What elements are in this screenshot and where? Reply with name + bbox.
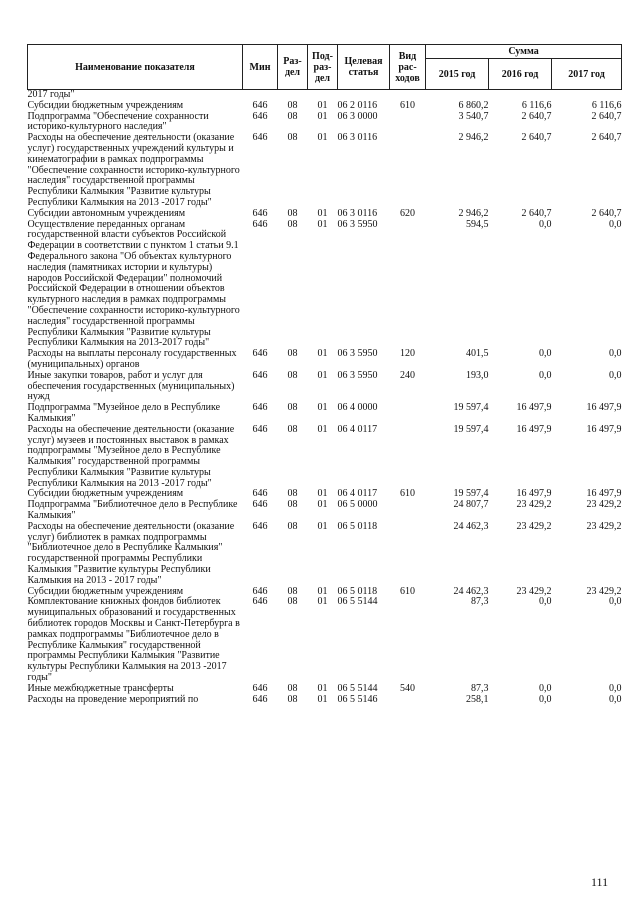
row-expense-type: 620 — [400, 207, 415, 219]
header-sum: Сумма — [426, 45, 622, 59]
table-row — [28, 500, 622, 522]
table-row — [28, 209, 622, 220]
row-expense-type: 540 — [400, 682, 415, 694]
row-name: Подпрограмма "Обеспечение сохранности историко-культурного наследия" — [27, 110, 209, 133]
table-row — [28, 597, 622, 683]
table-row — [28, 112, 622, 134]
row-min: 646 — [252, 499, 268, 511]
row-min: 646 — [252, 682, 268, 694]
header-year-2016: 2016 год — [489, 59, 552, 90]
row-sum-2015: 87,3 — [471, 596, 489, 608]
table-row — [28, 101, 622, 112]
row-podrazdel: 01 — [317, 218, 328, 230]
row-sum-2017: 16 497,9 — [586, 402, 622, 414]
row-target-article: 06 3 0116 — [337, 207, 378, 219]
row-expense-type — [390, 220, 426, 350]
row-sum-2016: 16 497,9 — [516, 423, 552, 435]
row-name: Субсидии автономным учреждениям — [27, 207, 186, 219]
row-expense-type — [390, 112, 426, 134]
table-row — [28, 695, 622, 706]
row-podrazdel: 01 — [317, 348, 328, 360]
header-target-article: Целевая статья — [338, 45, 390, 90]
table-header — [28, 45, 622, 90]
row-sum-2017: 2 640,7 — [591, 110, 622, 122]
row-expense-type — [390, 695, 426, 706]
row-sum-2016: 23 429,2 — [516, 585, 552, 597]
row-expense-type — [390, 403, 426, 425]
row-target-article: 06 3 5950 — [337, 218, 378, 230]
row-sum-2015: 24 462,3 — [453, 520, 489, 532]
row-name: Расходы на обеспечение деятельности (оказание услуг) библиотек в рамках подпрограммы "Библиотечное дело в Республике Калмыкия" государственной программы Республики Калмыкия "Развитие культуры Республики Калмыкия на 2013 - 2017 годы" — [27, 520, 235, 586]
row-podrazdel: 01 — [317, 585, 328, 597]
row-sum-2016: 0,0 — [539, 218, 552, 230]
row-razdel: 08 — [287, 132, 298, 144]
row-min: 646 — [252, 585, 268, 597]
row-podrazdel: 01 — [317, 369, 328, 381]
row-sum-2016: 0,0 — [539, 693, 552, 705]
header-min: Мин — [243, 45, 278, 90]
row-min: 646 — [252, 348, 268, 360]
row-expense-type: 610 — [400, 585, 415, 597]
row-name: Иные межбюджетные трансферты — [27, 682, 174, 694]
row-name: Расходы на обеспечение деятельности (оказание услуг) государственных учреждений культуры и кинематографии в рамках подпрограммы "Обеспечение сохранности историко-культурного наследия" государственной программы Республики Калмыкия "Развитие культуры Республики Калмыкия на 2013 -2017 годы" — [27, 132, 240, 208]
row-sum-2015: 19 597,4 — [453, 488, 489, 500]
row-razdel: 08 — [287, 402, 298, 414]
header-year-2015: 2015 год — [426, 59, 489, 90]
row-razdel: 08 — [287, 499, 298, 511]
row-razdel: 08 — [287, 488, 298, 500]
row-sum-2016: 16 497,9 — [516, 402, 552, 414]
row-sum-2017: 2 640,7 — [591, 207, 622, 219]
row-sum-2016: 2 640,7 — [521, 110, 552, 122]
row-podrazdel: 01 — [317, 693, 328, 705]
row-target-article: 06 5 0118 — [337, 520, 378, 532]
header-expense-type: Вид рас- ходов — [390, 45, 426, 90]
row-razdel: 08 — [287, 693, 298, 705]
row-expense-type: 610 — [400, 99, 415, 111]
row-sum-2017: 23 429,2 — [586, 585, 622, 597]
row-expense-type — [390, 425, 426, 490]
row-expense-type — [390, 133, 426, 209]
row-min: 646 — [252, 99, 268, 111]
table-row — [28, 220, 622, 350]
row-min: 646 — [252, 520, 268, 532]
row-sum-2017: 0,0 — [609, 682, 622, 694]
row-razdel: 08 — [287, 682, 298, 694]
row-sum-2015: 2 946,2 — [458, 132, 489, 144]
row-sum-2015: 3 540,7 — [458, 110, 489, 122]
row-target-article: 06 4 0117 — [337, 488, 378, 500]
row-podrazdel: 01 — [317, 499, 328, 511]
table-row — [28, 403, 622, 425]
row-min: 646 — [252, 596, 268, 608]
row-name: Расходы на проведение мероприятий по — [27, 693, 199, 705]
row-target-article: 06 5 0118 — [337, 585, 378, 597]
row-sum-2015: 594,5 — [466, 218, 489, 230]
row-sum-2016: 2 640,7 — [521, 207, 552, 219]
row-sum-2015: 258,1 — [466, 693, 489, 705]
row-razdel: 08 — [287, 585, 298, 597]
row-sum-2017: 23 429,2 — [586, 499, 622, 511]
row-name: Иные закупки товаров, работ и услуг для обеспечения государственных (муниципальных) нужд — [27, 369, 235, 403]
row-sum-2015: 24 462,3 — [453, 585, 489, 597]
row-podrazdel: 01 — [317, 132, 328, 144]
row-min: 646 — [252, 369, 268, 381]
row-target-article: 06 5 5146 — [337, 693, 378, 705]
row-sum-2016: 0,0 — [539, 369, 552, 381]
row-podrazdel: 01 — [317, 110, 328, 122]
header-podrazdel: Под- раз- дел — [308, 45, 338, 90]
row-expense-type: 240 — [400, 369, 415, 381]
row-name: Расходы на обеспечение деятельности (оказание услуг) музеев и постоянных выставок в рамках подпрограммы "Музейное дело в Республике Калмыкия" государственной программы Республики Калмыкия "Развитие культуры Республики Калмыкия на 2013 -2017 годы" — [27, 423, 235, 489]
row-target-article: 06 5 5144 — [337, 682, 378, 694]
row-razdel: 08 — [287, 369, 298, 381]
table-row — [28, 522, 622, 587]
row-razdel: 08 — [287, 520, 298, 532]
row-name: Субсидии бюджетным учреждениям — [27, 488, 184, 500]
row-podrazdel: 01 — [317, 596, 328, 608]
row-name: Подпрограмма "Библиотечное дело в Республике Калмыкия" — [27, 499, 238, 522]
table-row — [28, 349, 622, 371]
row-sum-2015: 19 597,4 — [453, 402, 489, 414]
row-podrazdel: 01 — [317, 402, 328, 414]
row-expense-type: 610 — [400, 488, 415, 500]
row-razdel: 08 — [287, 99, 298, 111]
row-name: Комплектование книжных фондов библиотек муниципальных образований и государственных библиотек городов Москвы и Санкт-Петербурга в рамках подпрограммы "Библиотечное дело в Республике Калмыкия" государственной программы Республики Калмыкия "Развитие культуры Республики Калмыкия на 2013 -2017 годы" — [27, 596, 240, 684]
row-name: Субсидии бюджетным учреждениям — [27, 99, 184, 111]
row-sum-2015: 24 807,7 — [453, 499, 489, 511]
row-podrazdel: 01 — [317, 488, 328, 500]
row-sum-2017: 16 497,9 — [586, 488, 622, 500]
row-sum-2016: 23 429,2 — [516, 499, 552, 511]
row-razdel: 08 — [287, 423, 298, 435]
row-min: 646 — [252, 402, 268, 414]
row-name: 2017 годы" — [27, 89, 75, 100]
row-sum-2015: 193,0 — [466, 369, 489, 381]
row-min: 646 — [252, 207, 268, 219]
row-sum-2016: 2 640,7 — [521, 132, 552, 144]
row-razdel: 08 — [287, 207, 298, 219]
row-sum-2016: 0,0 — [539, 596, 552, 608]
row-expense-type — [390, 597, 426, 683]
row-expense-type: 120 — [400, 348, 415, 360]
row-podrazdel: 01 — [317, 682, 328, 694]
row-target-article: 06 3 0000 — [337, 110, 378, 122]
row-target-article: 06 5 0000 — [337, 499, 378, 511]
row-sum-2017: 0,0 — [609, 348, 622, 360]
row-target-article: 06 2 0116 — [337, 99, 378, 111]
row-target-article: 06 3 0116 — [337, 132, 378, 144]
row-min: 646 — [252, 132, 268, 144]
row-min: 646 — [252, 488, 268, 500]
row-sum-2017: 2 640,7 — [591, 132, 622, 144]
row-podrazdel: 01 — [317, 423, 328, 435]
row-podrazdel: 01 — [317, 99, 328, 111]
row-razdel: 08 — [287, 218, 298, 230]
row-sum-2017: 0,0 — [609, 369, 622, 381]
row-sum-2017: 0,0 — [609, 218, 622, 230]
row-sum-2017: 0,0 — [609, 596, 622, 608]
page-number: 111 — [591, 875, 609, 889]
row-name: Субсидии бюджетным учреждениям — [27, 585, 184, 597]
row-name: Осуществление переданных органам государственной власти субъектов Российской Федерации в соответствии с пунктом 1 статьи 9.1 Федерального закона "Об объектах культурного наследия (памятниках истории и культуры) народов Российской Федерации" полномочий Российской Федерации в отношении объектов культурного наследия в рамках подпрограммы "Обеспечение сохранности историко-культурного наследия" государственной программы Республики Калмыкия "Развитие культуры Республики Калмыкия на 2013-2017 годы" — [27, 218, 240, 349]
row-sum-2016: 0,0 — [539, 682, 552, 694]
header-razdel: Раз- дел — [278, 45, 308, 90]
row-sum-2016: 16 497,9 — [516, 488, 552, 500]
row-name: Расходы на выплаты персоналу государственных (муниципальных) органов — [27, 348, 237, 370]
row-sum-2016: 23 429,2 — [516, 520, 552, 532]
row-sum-2015: 6 860,2 — [458, 99, 489, 111]
row-razdel: 08 — [287, 110, 298, 122]
row-sum-2015: 87,3 — [471, 682, 489, 694]
header-year-2017: 2017 год — [552, 59, 622, 90]
budget-table — [27, 44, 622, 705]
row-sum-2017: 16 497,9 — [586, 423, 622, 435]
row-sum-2017: 6 116,6 — [591, 99, 622, 111]
row-expense-type — [390, 522, 426, 587]
row-target-article: 06 4 0000 — [337, 402, 378, 414]
row-razdel: 08 — [287, 348, 298, 360]
row-target-article: 06 4 0117 — [337, 423, 378, 435]
row-sum-2017: 0,0 — [609, 693, 622, 705]
row-target-article: 06 3 5950 — [337, 348, 378, 360]
row-sum-2015: 2 946,2 — [458, 207, 489, 219]
header-name: Наименование показателя — [28, 45, 243, 90]
row-podrazdel: 01 — [317, 207, 328, 219]
table-body — [28, 90, 622, 706]
row-razdel: 08 — [287, 596, 298, 608]
row-target-article: 06 3 5950 — [337, 369, 378, 381]
table-row — [28, 425, 622, 490]
row-sum-2015: 19 597,4 — [453, 423, 489, 435]
row-sum-2015: 401,5 — [466, 348, 489, 360]
row-name: Подпрограмма "Музейное дело в Республике Калмыкия" — [27, 402, 221, 424]
row-min: 646 — [252, 218, 268, 230]
row-sum-2016: 6 116,6 — [521, 99, 552, 111]
row-min: 646 — [252, 110, 268, 122]
row-sum-2016: 0,0 — [539, 348, 552, 360]
table-row — [28, 684, 622, 695]
row-min: 646 — [252, 423, 268, 435]
row-expense-type — [390, 500, 426, 522]
row-min: 646 — [252, 693, 268, 705]
table-row — [28, 371, 622, 403]
table-row — [28, 133, 622, 209]
row-podrazdel: 01 — [317, 520, 328, 532]
row-target-article: 06 5 5144 — [337, 596, 378, 608]
row-sum-2017: 23 429,2 — [586, 520, 622, 532]
